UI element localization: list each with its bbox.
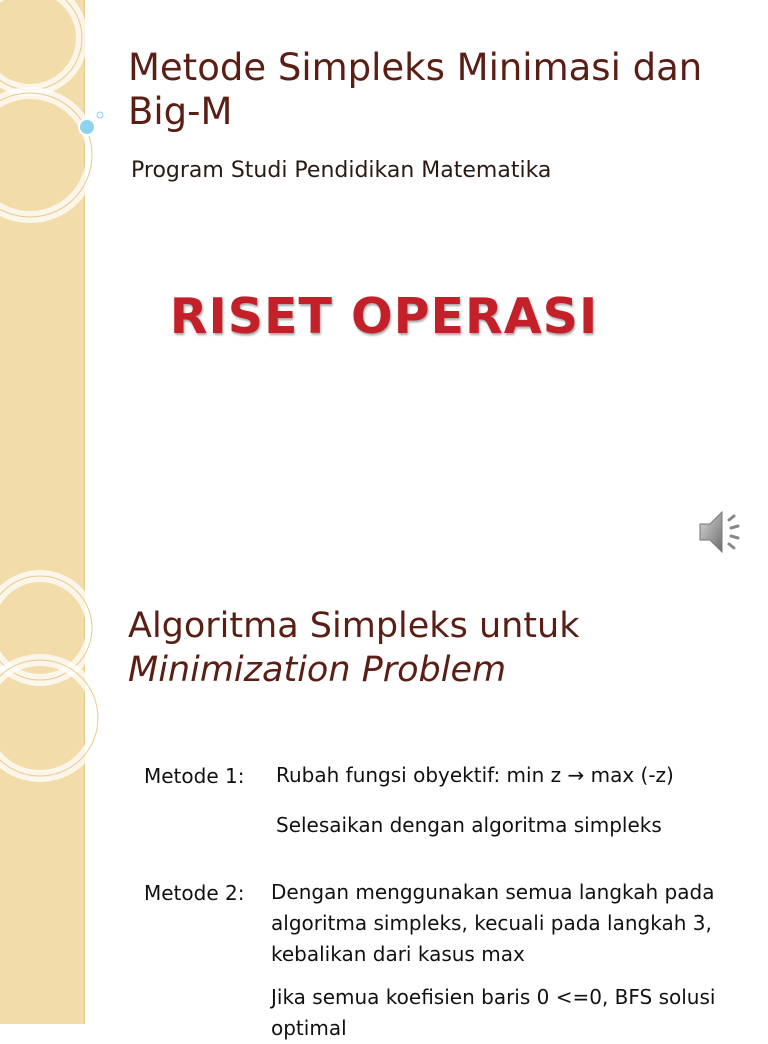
slide-subtitle: Program Studi Pendidikan Matematika: [131, 158, 552, 183]
slide-title: [128, 604, 579, 692]
method-1-label: Metode 1:: [144, 764, 245, 788]
method-1-line-2: Selesaikan dengan algoritma simpleks: [276, 813, 662, 837]
method-2-label: Metode 2:: [144, 881, 245, 905]
speaker-icon[interactable]: [696, 506, 748, 558]
title-line-1: Algoritma Simpleks untuk: [128, 606, 580, 646]
decorative-circles: [0, 576, 120, 1024]
banner-heading: RISET OPERASI: [169, 288, 599, 345]
title-line-2: Minimization Problem: [128, 650, 507, 690]
method-1-line-1: Rubah fungsi obyektif: min z → max (-z): [276, 763, 674, 787]
slide-title: Metode Simpleks Minimasi dan Big-M: [128, 46, 703, 133]
content-slide: [0, 576, 768, 1040]
method-2-text-2: Jika semua koefisien baris 0 <=0, BFS solusi optimal: [271, 985, 716, 1040]
method-2-text: Dengan menggunakan semua langkah pada algoritma simpleks, kecuali pada langkah 3, kebalikan dari kasus max: [271, 880, 715, 966]
